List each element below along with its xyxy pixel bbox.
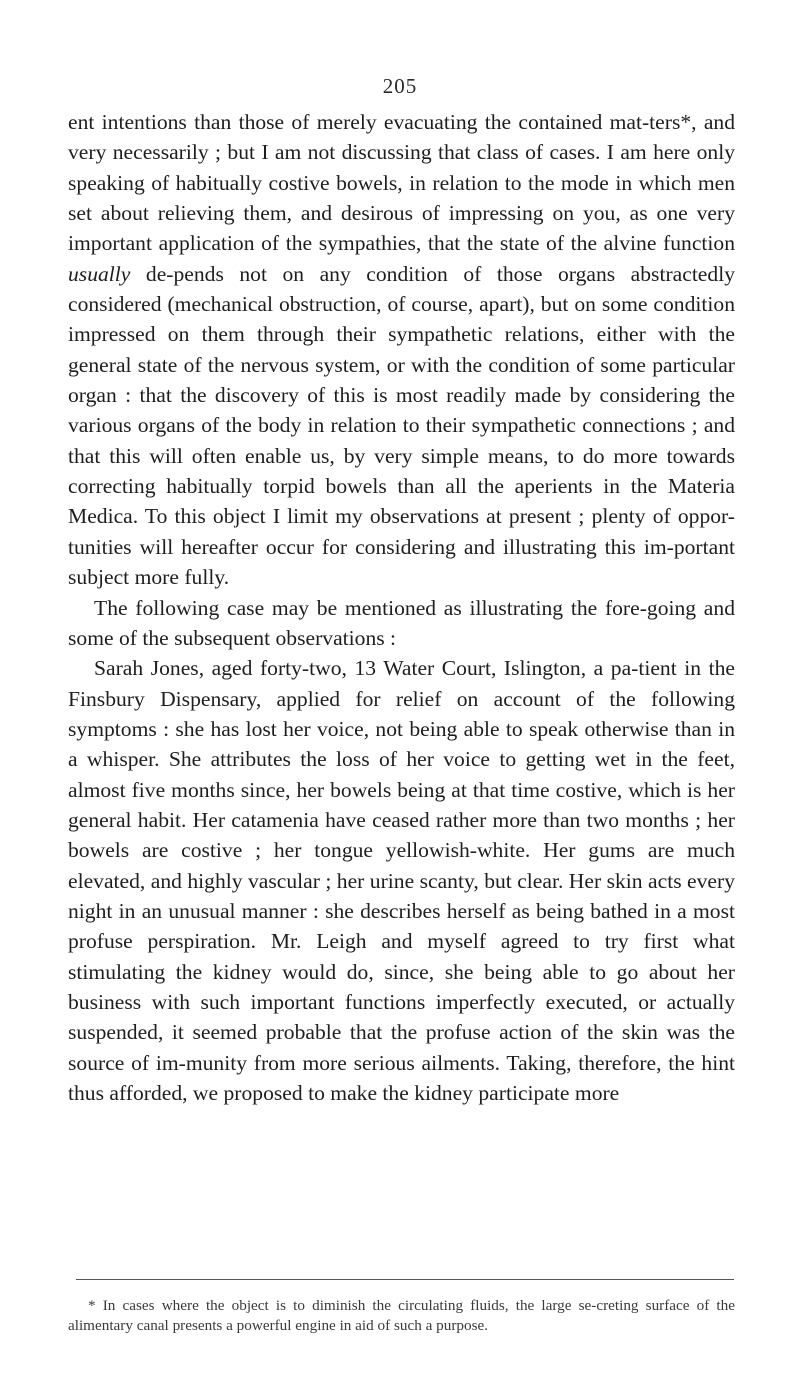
text-run: ent intentions than those of merely evacuating the contained mat-ters*, and very necessarily ; but I am not discussing that class of cases. I am here only speaking of habitually costive bowels, in relation to the mode in which men set about relieving them, and desirous of impressing on you, as one very important application of the sympathies, that the state of the alvine function [68,110,735,256]
text-run: The following case may be mentioned as illustrating the fore-going and some of the subsequent observations : [68,595,735,650]
footnote-divider [76,1279,734,1280]
body-text [68,107,735,1108]
paragraph [68,653,735,1108]
text-run: de-pends not on any condition of those organs abstractedly considered (mechanical obstruction, of course, apart), but on some condition impressed on them through their sympathetic relations, either with the general state of the nervous system, or with the condition of some particular organ : that the discovery of this is most readily made by considering the various organs of the body in relation to their sympathetic connections ; and that this will often enable us, by very simple means, to do more towards correcting habitually torpid bowels than all the aperients in the Materia Medica. To this object I limit my observations at present ; plenty of oppor-tunities will hereafter occur for considering and illustrating this im-portant subject more fully. [68,261,735,590]
footnote-text: * In cases where the object is to diminish the circulating fluids, the large se-creting surface of the alimentary canal presents a powerful engine in aid of such a purpose. [68,1297,735,1334]
italic-text: usually [68,261,131,286]
page-number: 205 [382,74,418,98]
footnote [68,1296,735,1336]
paragraph [68,593,735,654]
paragraph [68,107,735,593]
text-run: Sarah Jones, aged forty-two, 13 Water Court, Islington, a pa-tient in the Finsbury Dispensary, applied for relief on account of the following symptoms : she has lost her voice, not being able to speak otherwise than in a whisper. She attributes the loss of her voice to getting wet in the feet, almost five months since, her bowels being at that time costive, which is her general habit. Her catamenia have ceased rather more than two months ; her bowels are costive ; her tongue yellowish-white. Her gums are much elevated, and highly vascular ; her urine scanty, but clear. Her skin acts every night in an unusual manner : she describes herself as being bathed in a most profuse perspiration. Mr. Leigh and myself agreed to try first what stimulating the kidney would do, since, she being able to go about her business with such important functions imperfectly executed, or actually suspended, it seemed probable that the profuse action of the skin was the source of im-munity from more serious ailments. Taking, therefore, the hint thus afforded, we proposed to make the kidney participate more [68,656,735,1105]
